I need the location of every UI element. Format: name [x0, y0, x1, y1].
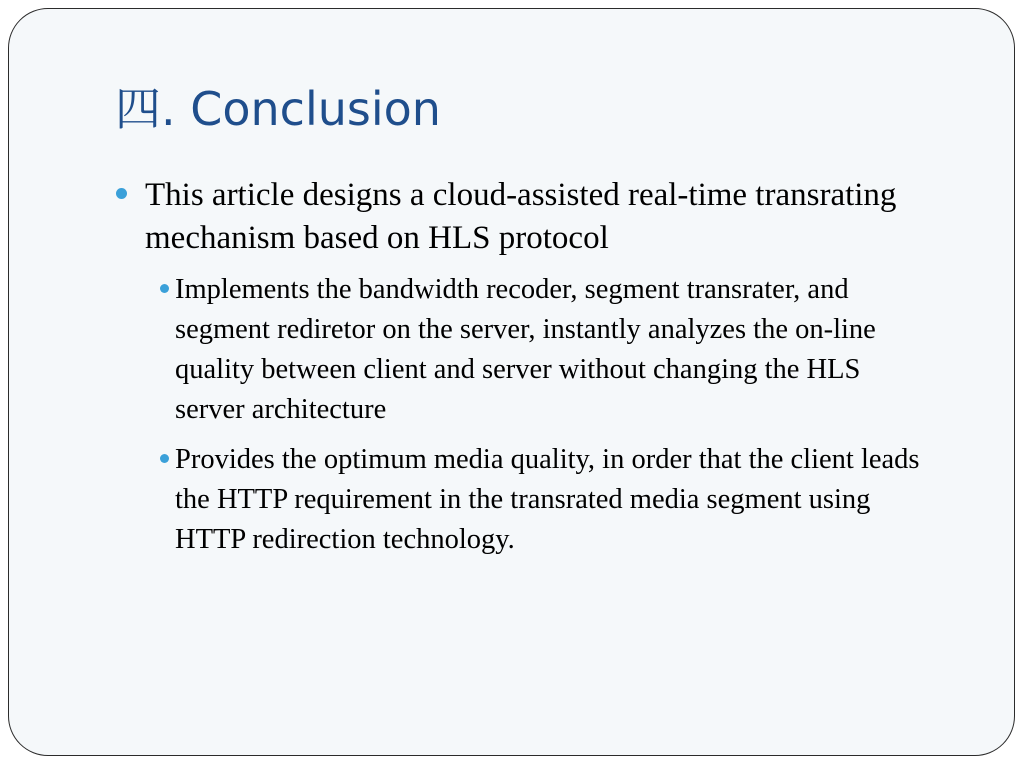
sub-bullet-list [145, 270, 933, 560]
bullet-list [113, 174, 933, 570]
sub-bullet-item [145, 440, 933, 560]
slide-title: 四. Conclusion [115, 82, 441, 136]
sub-bullet-dot-icon [160, 454, 169, 463]
sub-bullet-dot-icon [160, 284, 169, 293]
sub-bullet-text: Provides the optimum media quality, in order that the client leads the HTTP requirement in the transrated media segment using HTTP redirection technology. [175, 444, 920, 555]
sub-bullet-item [145, 270, 933, 430]
sub-bullet-text: Implements the bandwidth recoder, segment transrater, and segment rediretor on the server, instantly analyzes the on-line quality between client and server without changing the HLS server architecture [175, 274, 876, 425]
bullet-dot-icon [116, 188, 127, 199]
bullet-text: This article designs a cloud-assisted real-time transrating mechanism based on HLS protocol [145, 177, 897, 256]
bullet-item [113, 174, 933, 560]
